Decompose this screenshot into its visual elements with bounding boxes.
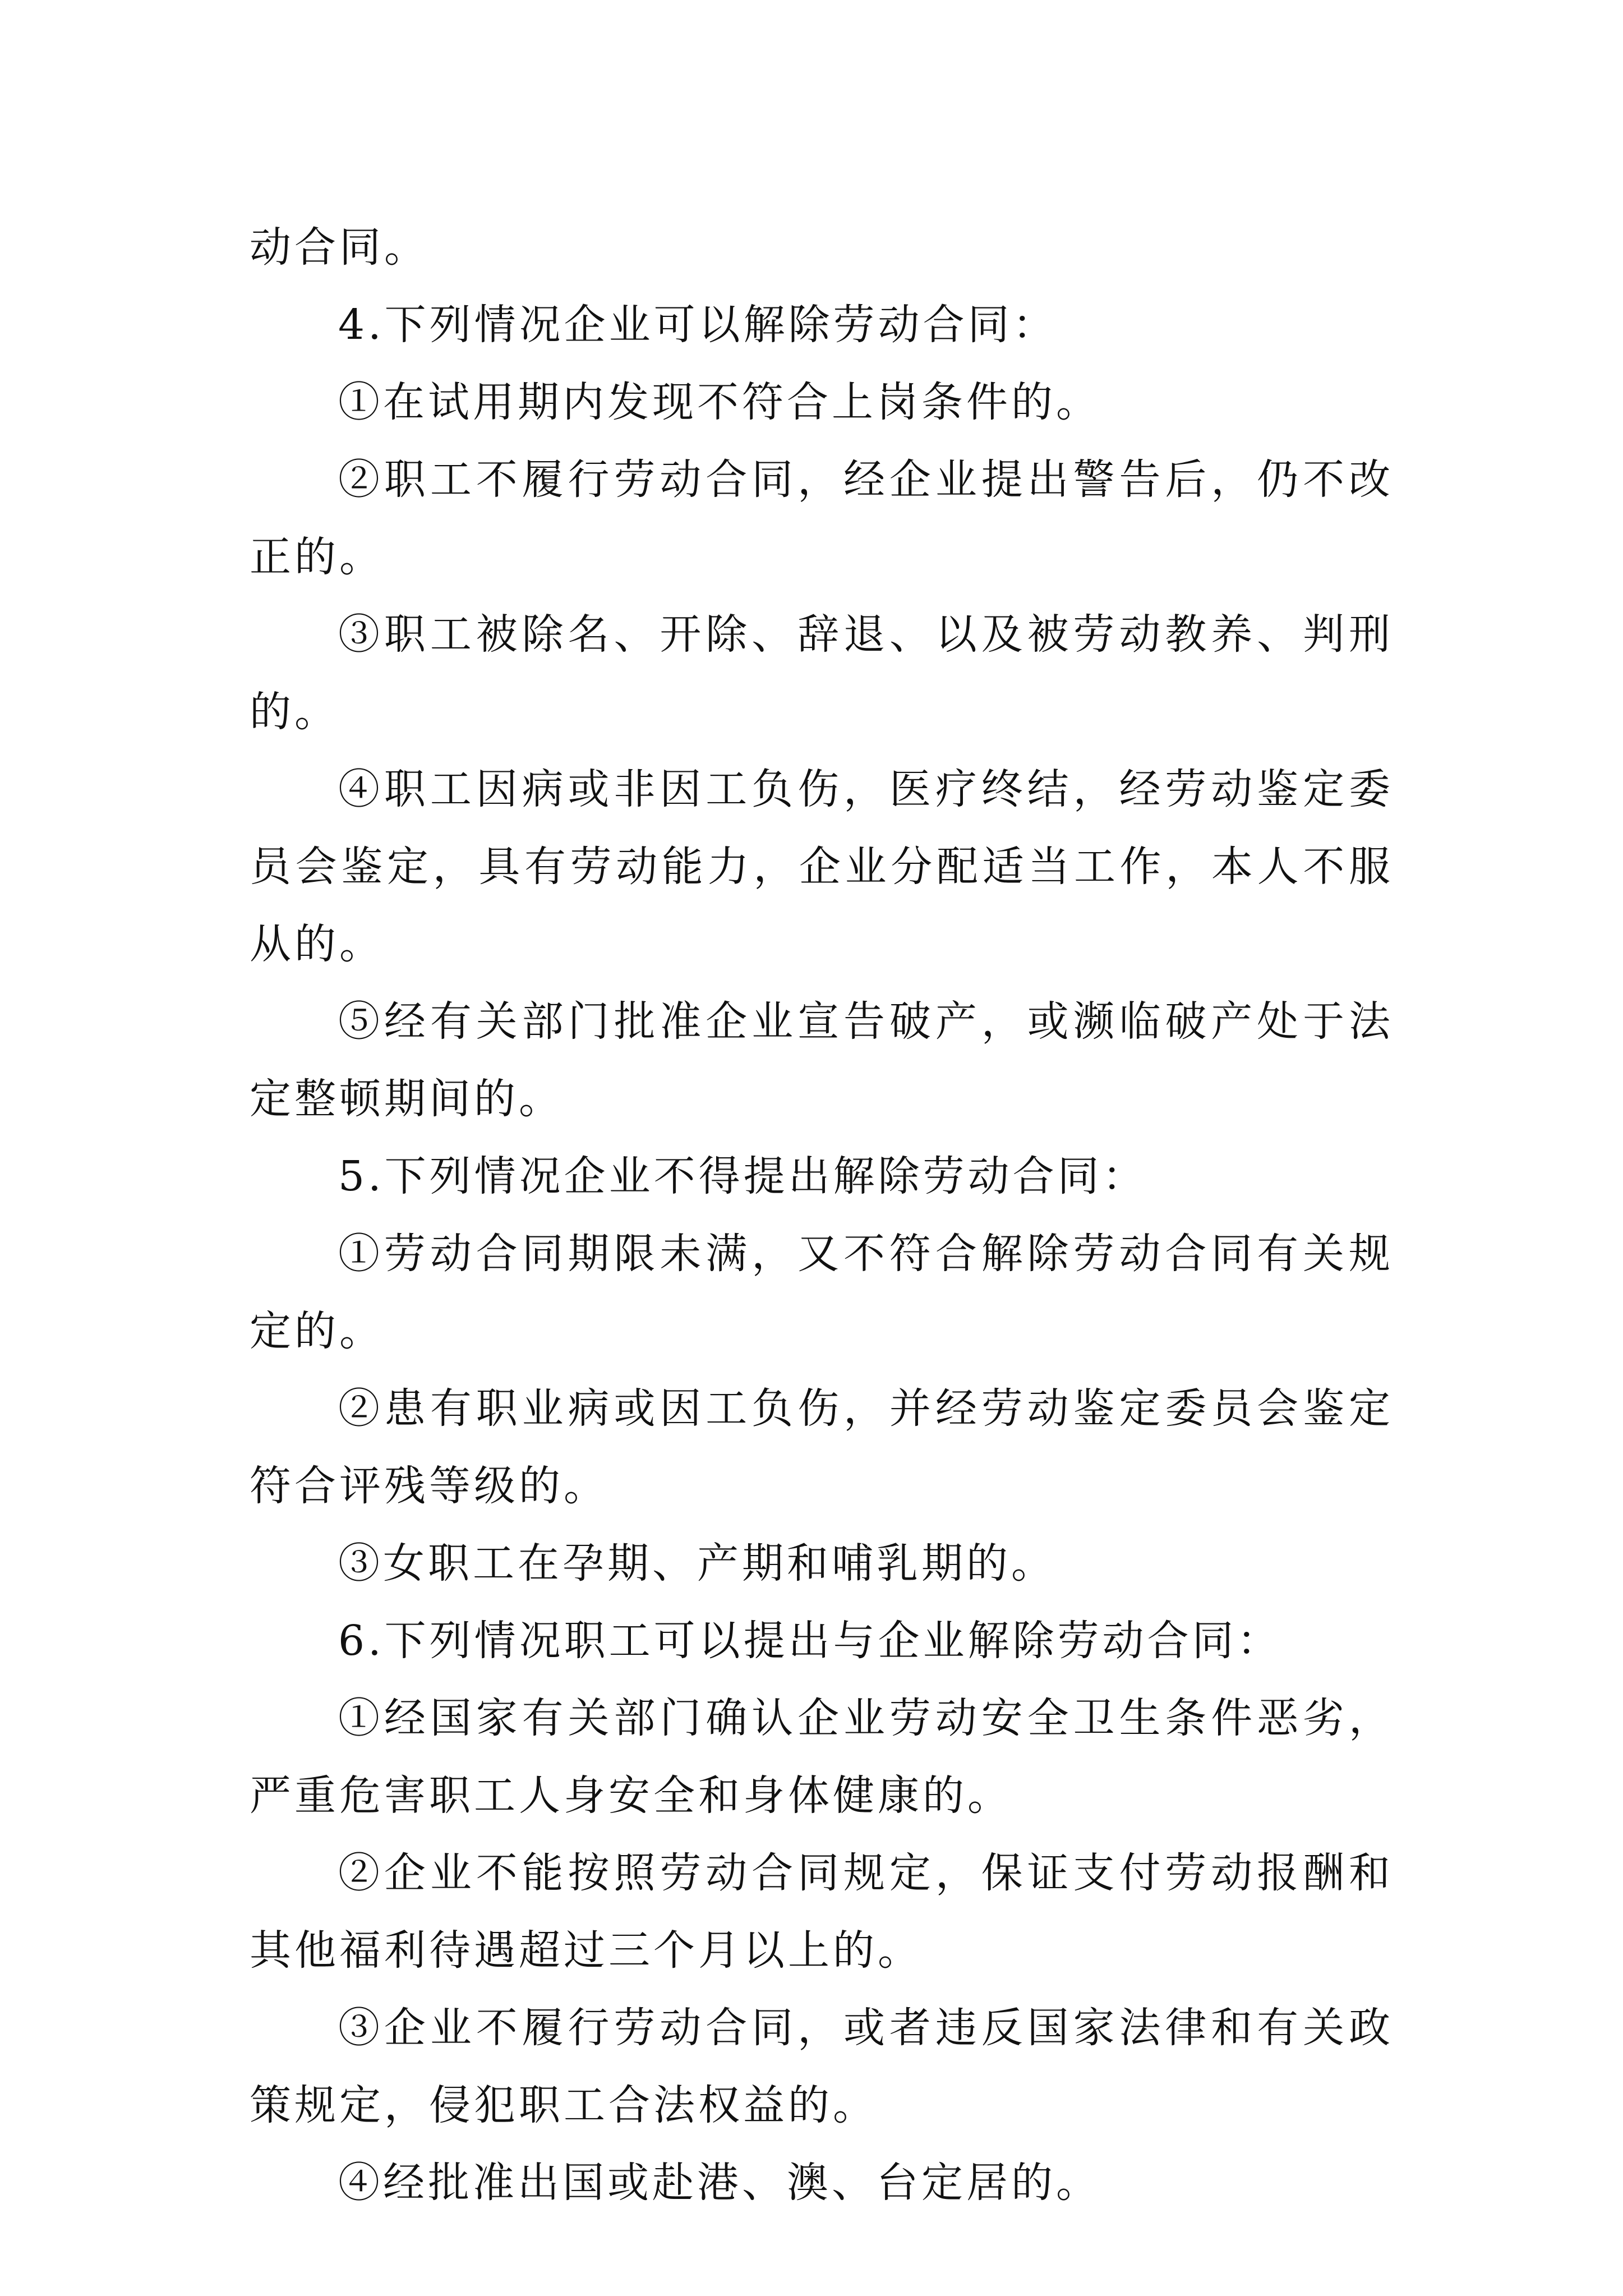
- section-heading-4: 4.下列情况企业可以解除劳动合同：: [338, 301, 1058, 349]
- list-item-4-3: ③职工被除名、开除、辞退、以及被劳动教养、判刑的。: [250, 610, 1394, 736]
- document-body: [250, 209, 1394, 2221]
- list-item-6-4: ④经批准出国或赴港、澳、台定居的。: [338, 2159, 1101, 2207]
- list-item-4-1: ①在试用期内发现不符合上岗条件的。: [338, 378, 1101, 426]
- section-heading-5: 5.下列情况企业不得提出解除劳动合同：: [338, 1152, 1147, 1200]
- paragraph-continuation: 动合同。: [250, 223, 429, 272]
- list-item-4-4: ④职工因病或非因工负伤，医疗终结，经劳动鉴定委员会鉴定，具有劳动能力，企业分配适当工作，本人不服从的。: [250, 765, 1394, 968]
- list-item-4-5: ⑤经有关部门批准企业宣告破产，或濒临破产处于法定整顿期间的。: [250, 997, 1394, 1123]
- list-item-5-2: ②患有职业病或因工负伤，并经劳动鉴定委员会鉴定符合评残等级的。: [250, 1384, 1394, 1510]
- list-item-6-1: ①经国家有关部门确认企业劳动安全卫生条件恶劣，严重危害职工人身安全和身体健康的。: [250, 1694, 1394, 1820]
- list-item-4-2: ②职工不履行劳动合同，经企业提出警告后，仍不改正的。: [250, 455, 1394, 581]
- list-item-6-3: ③企业不履行劳动合同，或者违反国家法律和有关政策规定，侵犯职工合法权益的。: [250, 2004, 1394, 2129]
- list-item-5-1: ①劳动合同期限未满，又不符合解除劳动合同有关规定的。: [250, 1230, 1394, 1355]
- list-item-5-3: ③女职工在孕期、产期和哺乳期的。: [338, 1539, 1056, 1588]
- section-heading-6: 6.下列情况职工可以提出与企业解除劳动合同：: [338, 1617, 1282, 1665]
- list-item-6-2: ②企业不能按照劳动合同规定，保证支付劳动报酬和其他福利待遇超过三个月以上的。: [250, 1849, 1394, 1975]
